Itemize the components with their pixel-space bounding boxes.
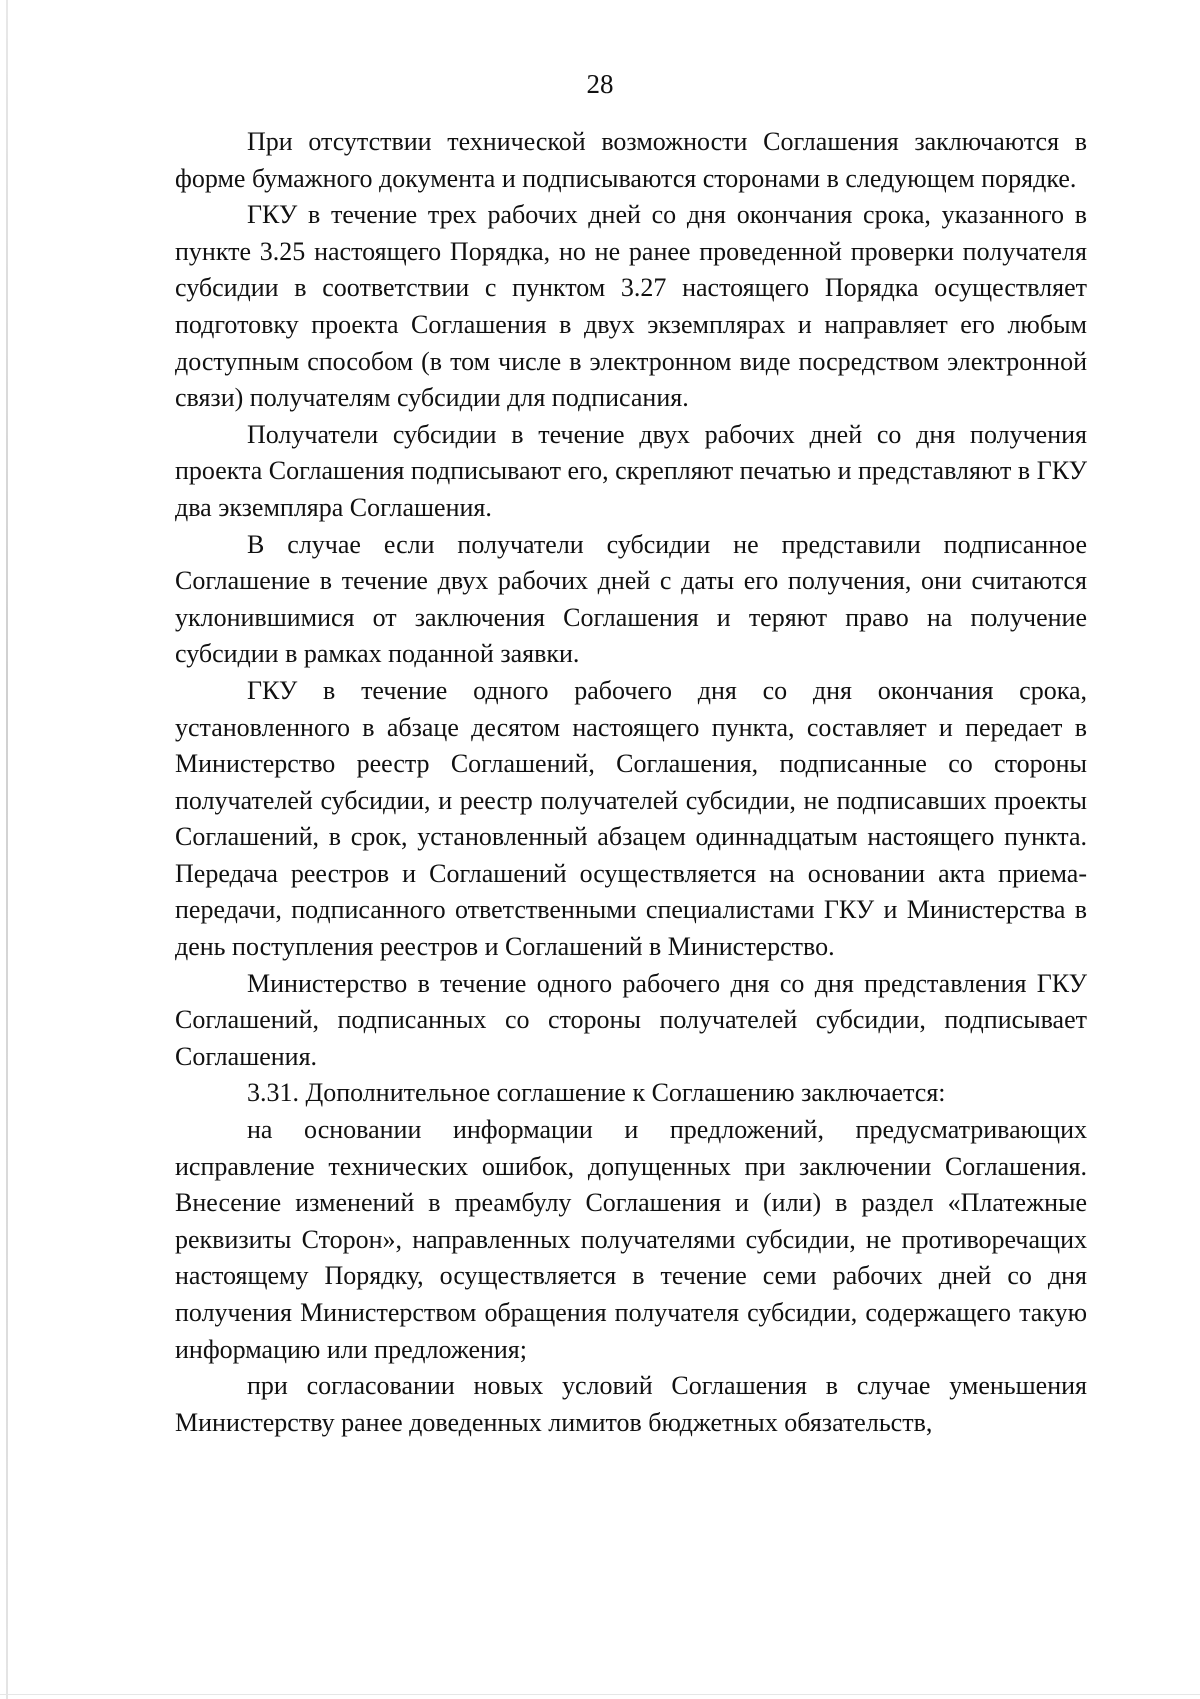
paragraph-gku-preparation: ГКУ в течение трех рабочих дней со дня окончания срока, указанного в пункте 3.25 настоящего Порядка, но не ранее проведенной проверки получателя субсидии в соответствии с пунктом 3.27 настоящего Порядка осуществляет подготовку проекта Соглашения в двух экземплярах и направляет его любым доступным способом (в том числе в электронном виде посредством электронной связи) получателям субсидии для подписания. <box>175 200 1087 413</box>
paragraph-section-3-31: 3.31. Дополнительное соглашение к Соглашению заключается: <box>247 1078 946 1108</box>
paragraph-ministry-signing: Министерство в течение одного рабочего дня со дня представления ГКУ Соглашений, подписанных со стороны получателей субсидии, подписывает Соглашения. <box>175 968 1087 1071</box>
paragraph-evasion: В случае если получатели субсидии не представили подписанное Соглашение в течение двух рабочих дней с даты его получения, они считаются уклонившимися от заключения Соглашения и теряют право на получение субсидии в рамках поданной заявки. <box>175 529 1087 669</box>
page-number: 28 <box>586 69 614 99</box>
paragraph-gku-registry-transfer: ГКУ в течение одного рабочего дня со дня окончания срока, установленного в абзаце десятом настоящего пункта, составляет и передает в Министерство реестр Соглашений, Соглашения, подписанные со стороны получателей субсидии, и реестр получателей субсидии, не подписавших проекты Соглашений, в срок, установленный абзацем одиннадцатым настоящего пункта. Передача реестров и Соглашений осуществляется на основании акта приема-передачи, подписанного ответственными специалистами ГКУ и Министерства в день поступления реестров и Соглашений в Министерство. <box>175 675 1087 962</box>
paragraph-new-conditions: при согласовании новых условий Соглашения в случае уменьшения Министерству ранее доведенных лимитов бюджетных обязательств, <box>175 1371 1087 1437</box>
scan-bottom-line <box>0 1694 1200 1695</box>
paragraph-technical-errors: на основании информации и предложений, предусматривающих исправление технических ошибок, допущенных при заключении Соглашения. Внесение изменений в преамбулу Соглашения и (или) в раздел «Платежные реквизиты Сторон», направленных получателями субсидии, не противоречащих настоящему Порядку, осуществляется в течение семи рабочих дней со дня получения Министерством обращения получателя субсидии, содержащего такую информацию или предложения; <box>175 1115 1087 1364</box>
paragraph-recipients-signing: Получатели субсидии в течение двух рабочих дней со дня получения проекта Соглашения подписывают его, скрепляют печатью и представляют в ГКУ два экземпляра Соглашения. <box>175 419 1087 522</box>
paragraph-paper-form: При отсутствии технической возможности Соглашения заключаются в форме бумажного документа и подписываются сторонами в следующем порядке. <box>175 127 1087 193</box>
scan-edge-shadow <box>6 0 8 1699</box>
document-body <box>175 124 1087 1441</box>
